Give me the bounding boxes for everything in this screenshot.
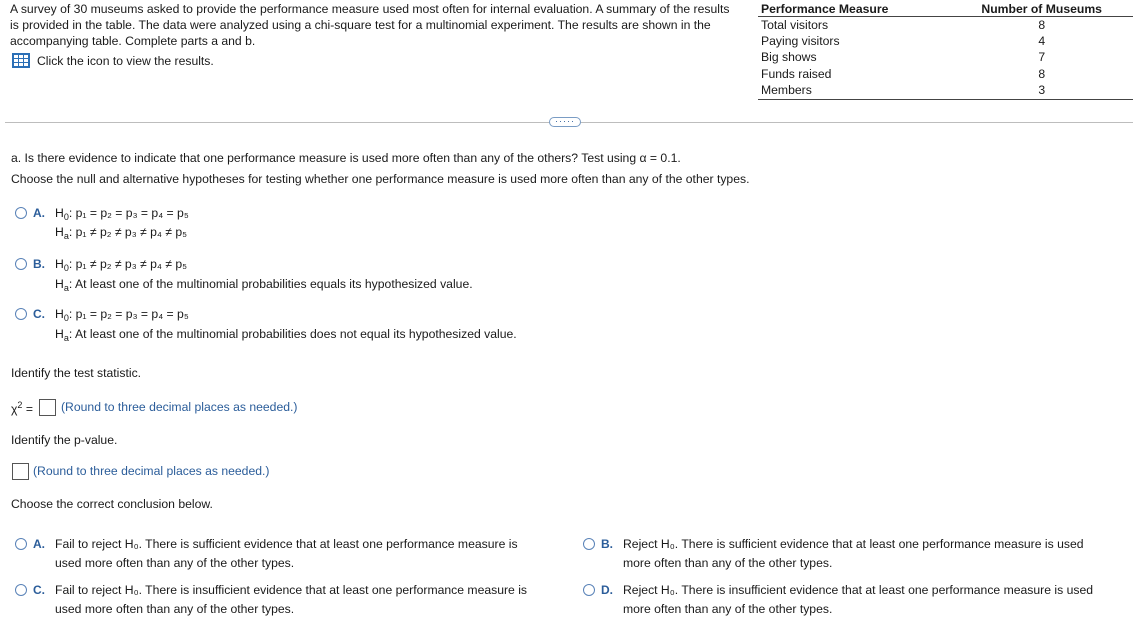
ha-text: p₁ ≠ p₂ ≠ p₃ ≠ p₄ ≠ p₅: [75, 225, 188, 239]
hypothesis-option-b-ha: $H_a$: At least one of the multinomial probabilities equals its hypothesized value.: [55, 277, 473, 293]
conclusion-option-c-radio[interactable]: [15, 584, 27, 596]
view-results-text[interactable]: Click the icon to view the results.: [37, 53, 214, 68]
conclusion-option-d-line2: more often than any of the other types.: [623, 602, 833, 616]
hypothesis-option-c-ha: $H_a$: At least one of the multinomial probabilities does not equal its hypothesized value.: [55, 327, 517, 343]
expand-button[interactable]: ·····: [549, 117, 581, 127]
conclusion-option-a-letter: A.: [33, 537, 45, 551]
hypothesis-option-a-ha: $H_a$: p₁ ≠ p₂ ≠ p₃ ≠ p₄ ≠ p₅: [55, 225, 188, 241]
hypothesis-option-b-h0: $H_0$: p₁ ≠ p₂ ≠ p₃ ≠ p₄ ≠ p₅: [55, 257, 188, 273]
hypothesis-option-a-h0: $H_0$: p₁ = p₂ = p₃ = p₄ = p₅: [55, 206, 189, 222]
chi-superscript: 2: [17, 400, 23, 410]
hypothesis-option-c-radio[interactable]: [15, 308, 27, 320]
conclusion-option-d-line1: Reject H₀. There is insufficient evidence that at least one performance measure is used: [623, 583, 1094, 597]
ha-sub: a: [63, 283, 69, 293]
conclusion-option-b-radio[interactable]: [583, 538, 595, 550]
p-value-label: Identify the p-value.: [11, 433, 118, 447]
ha-sub: a: [63, 231, 69, 241]
part-a-instruction: Choose the null and alternative hypotheses for testing whether one performance measure is used more often than any of the other types.: [11, 172, 750, 186]
h0-label: H: [55, 257, 64, 271]
table-cell-measure: Total visitors: [761, 17, 829, 32]
h0-sub: 0: [63, 313, 69, 323]
conclusion-option-c-line1: Fail to reject H₀. There is insufficient evidence that at least one performance measure is: [55, 583, 528, 597]
ha-text: At least one of the multinomial probabilities equals its hypothesized value.: [74, 277, 473, 291]
p-value-hint: (Round to three decimal places as needed.): [33, 464, 270, 478]
table-header-measure: Performance Measure: [758, 1, 950, 17]
table-icon[interactable]: [12, 53, 30, 68]
table-header-count: Number of Museums: [950, 1, 1133, 17]
p-value-input[interactable]: [12, 463, 29, 480]
hypothesis-option-b-letter: B.: [33, 257, 45, 271]
conclusion-option-a-line1: Fail to reject H₀. There is sufficient evidence that at least one performance measure is: [55, 537, 518, 551]
chi-symbol: χ: [11, 402, 18, 417]
ha-label: H: [55, 225, 64, 239]
table-cell-measure: Paying visitors: [761, 34, 840, 49]
results-table: [758, 1, 1133, 100]
conclusion-label: Choose the correct conclusion below.: [11, 497, 213, 511]
conclusion-option-b-line2: more often than any of the other types.: [623, 556, 833, 570]
conclusion-option-b-letter: B.: [601, 537, 613, 551]
h0-text: p₁ = p₂ = p₃ = p₄ = p₅: [75, 307, 189, 321]
ha-text: At least one of the multinomial probabilities does not equal its hypothesized value.: [74, 327, 517, 341]
equals-sign: =: [25, 402, 33, 417]
h0-text: p₁ = p₂ = p₃ = p₄ = p₅: [75, 206, 189, 220]
hypothesis-option-b-radio[interactable]: [15, 258, 27, 270]
table-row: [758, 66, 1133, 82]
table-cell-count: 4: [1038, 34, 1046, 49]
test-statistic-label: Identify the test statistic.: [11, 366, 142, 380]
table-row: [758, 33, 1133, 49]
h0-text: p₁ ≠ p₂ ≠ p₃ ≠ p₄ ≠ p₅: [75, 257, 188, 271]
ha-sub: a: [63, 333, 69, 343]
table-cell-measure: Big shows: [761, 50, 817, 65]
hypothesis-option-a-letter: A.: [33, 206, 45, 220]
hypothesis-option-c-letter: C.: [33, 307, 45, 321]
conclusion-option-a-line2: used more often than any of the other types.: [55, 556, 295, 570]
test-statistic-hint: (Round to three decimal places as needed.): [61, 400, 298, 414]
conclusion-option-c-letter: C.: [33, 583, 45, 597]
ha-label: H: [55, 277, 64, 291]
h0-label: H: [55, 206, 64, 220]
test-statistic-input[interactable]: [39, 399, 56, 416]
hypothesis-option-a-radio[interactable]: [15, 207, 27, 219]
h0-sub: 0: [63, 212, 69, 222]
table-cell-measure: Members: [758, 83, 950, 100]
table-cell-count: 8: [1038, 17, 1046, 32]
table-row: [758, 50, 1133, 66]
part-a-question: a. Is there evidence to indicate that one performance measure is used more often than any of the others? Test using α = 0.1.: [11, 151, 681, 165]
conclusion-option-a-radio[interactable]: [15, 538, 27, 550]
conclusion-option-b-line1: Reject H₀. There is sufficient evidence that at least one performance measure is used: [623, 537, 1084, 551]
table-cell-count: 7: [1038, 50, 1046, 65]
table-row: [758, 17, 1133, 34]
table-cell-count: 3: [950, 83, 1133, 100]
hypothesis-option-c-h0: $H_0$: p₁ = p₂ = p₃ = p₄ = p₅: [55, 307, 189, 323]
conclusion-option-c-line2: used more often than any of the other types.: [55, 602, 295, 616]
problem-intro: A survey of 30 museums asked to provide the performance measure used most often for internal evaluation. A summary of the results is provided in the table. The data were analyzed using a chi-square test for a multinomial experiment. The results are shown in the accompanying table. Complete parts a and b.: [10, 2, 730, 48]
conclusion-option-d-radio[interactable]: [583, 584, 595, 596]
ha-label: H: [55, 327, 64, 341]
table-cell-measure: Funds raised: [761, 66, 832, 81]
h0-label: H: [55, 307, 64, 321]
h0-sub: 0: [63, 263, 69, 273]
chi-square-label: [11, 400, 33, 416]
table-row: [758, 83, 1133, 100]
view-results-link[interactable]: [12, 53, 214, 68]
table-cell-count: 8: [1038, 66, 1046, 81]
conclusion-option-d-letter: D.: [601, 583, 613, 597]
